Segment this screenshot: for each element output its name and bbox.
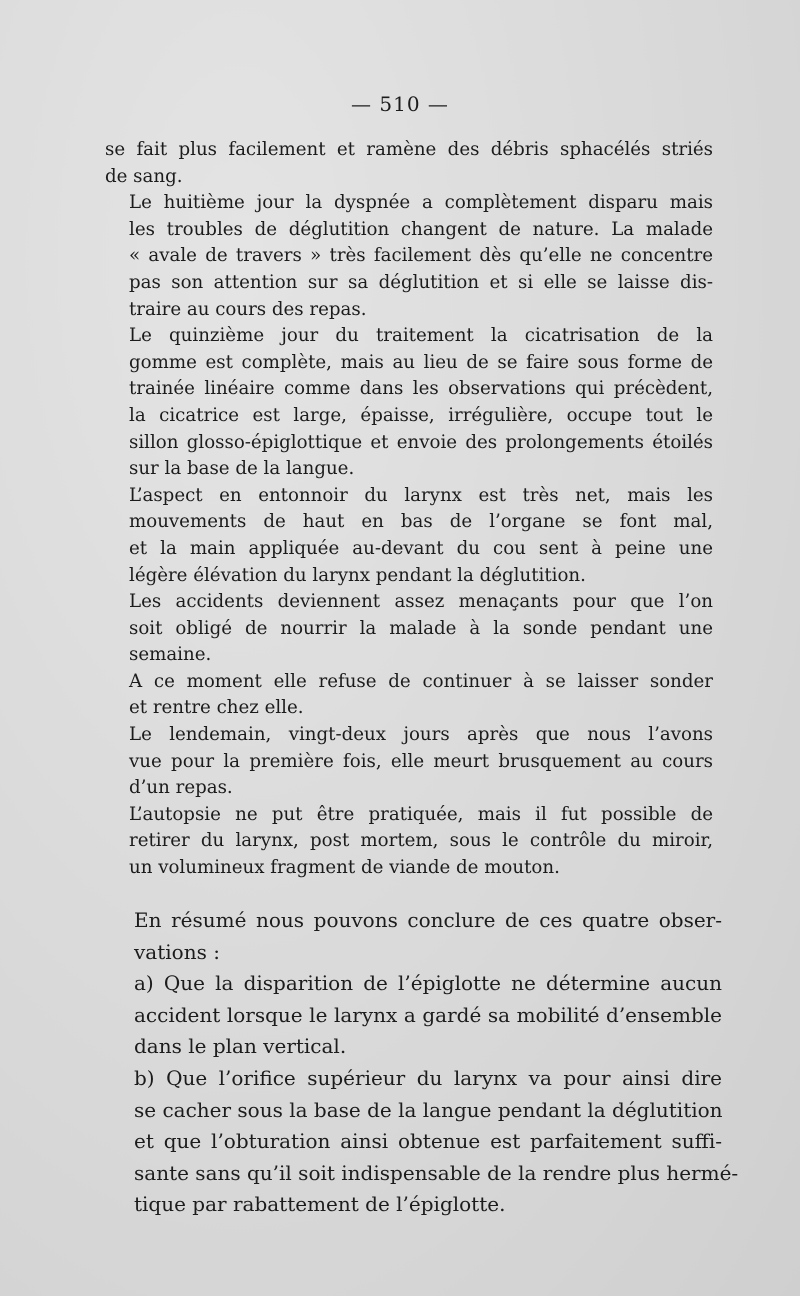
text-line: Le quinzième jour du traitement la cicatrisation de la — [129, 325, 713, 347]
text-line: retirer du larynx, post mortem, sous le contrôle du miroir, — [129, 830, 713, 852]
text-line: mouvements de haut en bas de l’organe se font mal, — [129, 511, 713, 533]
page-number: — 510 — — [351, 92, 449, 116]
text-line: semaine. — [129, 644, 212, 666]
text-line: et rentre chez elle. — [129, 697, 304, 719]
text-line: se fait plus facilement et ramène des débris sphacélés striés — [105, 139, 713, 160]
paragraph — [105, 483, 713, 589]
text-line: soit obligé de nourrir la malade à la sonde pendant une — [129, 617, 713, 639]
text-line: Le lendemain, vingt-deux jours après que nous l’avons — [129, 724, 713, 746]
text-line: Les accidents deviennent assez menaçants pour que l’on — [129, 591, 713, 613]
paragraph — [105, 137, 713, 190]
text-line: les troubles de déglutition changent de nature. La malade — [129, 218, 713, 240]
text-line: d’un repas. — [129, 777, 233, 799]
text-line: la cicatrice est large, épaisse, irrégulière, occupe tout le — [129, 404, 713, 426]
body-text-observation — [105, 137, 713, 882]
paragraph — [105, 669, 713, 722]
text-line: a) Que la disparition de l’épiglotte ne détermine aucun — [134, 971, 722, 996]
text-line: vations : — [134, 939, 220, 964]
text-line: et que l’obturation ainsi obtenue est parfaitement suffi- — [134, 1129, 722, 1154]
paragraph — [105, 190, 713, 323]
text-line: gomme est complète, mais au lieu de se faire sous forme de — [129, 351, 713, 373]
text-line: sillon glosso-épiglottique et envoie des prolongements étoilés — [129, 431, 713, 453]
text-line: sur la base de la langue. — [129, 458, 355, 480]
text-line: b) Que l’orifice supérieur du larynx va pour ainsi dire — [134, 1065, 722, 1090]
text-line: tique par rabattement de l’épiglotte. — [134, 1192, 506, 1217]
text-line: accident lorsque le larynx a gardé sa mobilité d’ensemble — [134, 1002, 722, 1027]
text-line: traire au cours des repas. — [129, 298, 367, 320]
text-line: dans le plan vertical. — [134, 1034, 347, 1059]
body-text-summary — [110, 905, 739, 1221]
paragraph — [110, 968, 722, 1063]
text-line: L’autopsie ne put être pratiquée, mais il fut possible de — [129, 803, 713, 825]
text-line: se cacher sous la base de la langue pendant la déglutition — [134, 1097, 723, 1122]
text-line: vue pour la première fois, elle meurt brusquement au cours — [129, 750, 713, 772]
paragraph — [110, 905, 722, 968]
text-line: et la main appliquée au-devant du cou sent à peine une — [129, 537, 713, 559]
paragraph — [105, 323, 713, 483]
text-line: En résumé nous pouvons conclure de ces quatre obser- — [134, 908, 722, 932]
paragraph — [105, 589, 713, 669]
paragraph — [105, 802, 713, 882]
text-line: sante sans qu’il soit indispensable de la rendre plus hermé- — [134, 1160, 739, 1185]
text-line: légère élévation du larynx pendant la déglutition. — [129, 564, 586, 586]
text-line: Le huitième jour la dyspnée a complètement disparu mais — [129, 192, 713, 214]
text-line: L’aspect en entonnoir du larynx est très net, mais les — [129, 484, 713, 506]
text-line: « avale de travers » très facilement dès qu’elle ne concentre — [129, 245, 713, 267]
paragraph — [105, 722, 713, 802]
text-line: pas son attention sur sa déglutition et si elle se laisse dis- — [129, 271, 713, 293]
paragraph — [110, 1063, 739, 1221]
text-line: de sang. — [105, 165, 183, 187]
text-line: un volumineux fragment de viande de mouton. — [129, 857, 560, 879]
text-line: A ce moment elle refuse de continuer à se laisser sonder — [129, 670, 713, 692]
text-line: trainée linéaire comme dans les observations qui précèdent, — [129, 378, 713, 400]
